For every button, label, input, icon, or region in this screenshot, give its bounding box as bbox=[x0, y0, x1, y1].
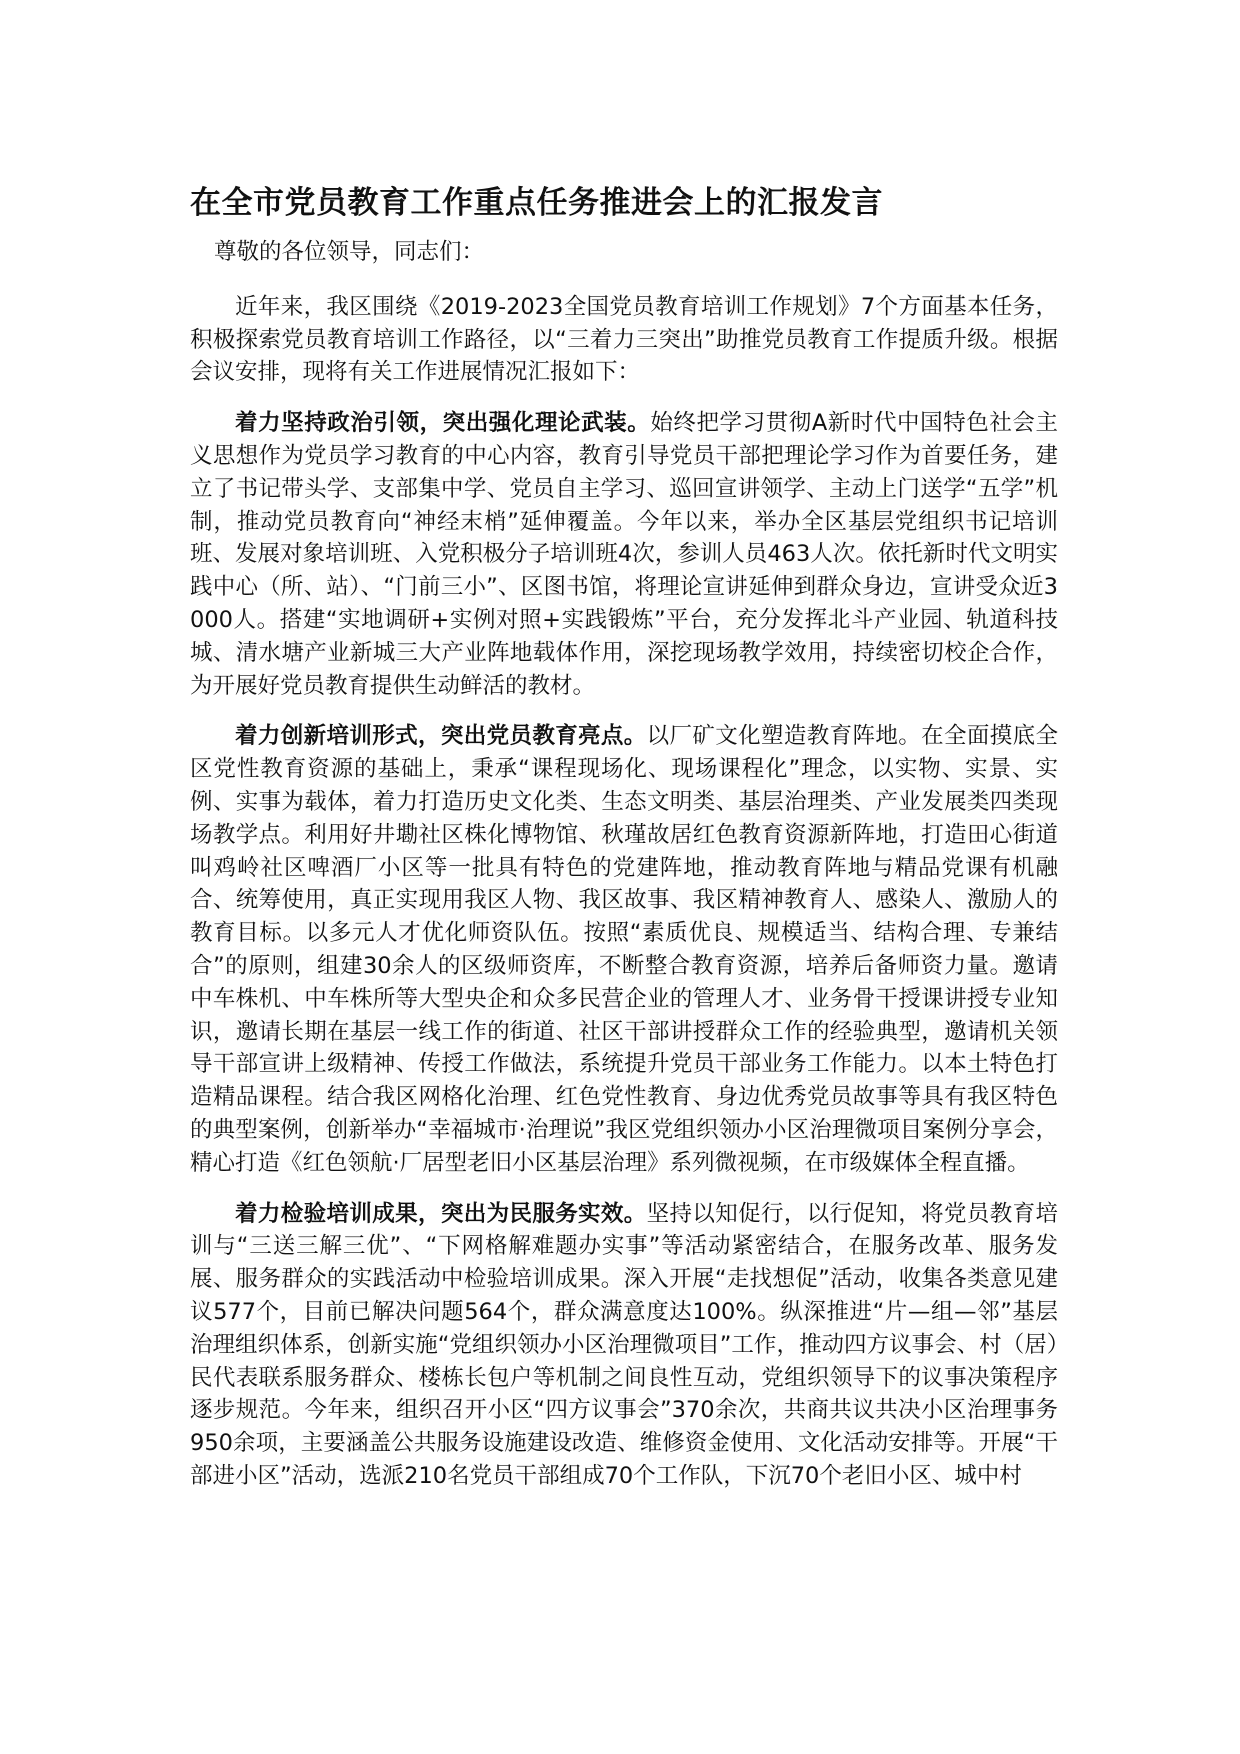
document-title: 在全市党员教育工作重点任务推进会上的汇报发言 bbox=[190, 185, 883, 221]
section-body-2: 以厂矿文化塑造教育阵地。在全面摸底全区党性教育资源的基础上，秉承“课程现场化、现场课程化”理念，以实物、实景、实例、实事为载体，着力打造历史文化类、生态文明类、基层治理类、产业发展类四类现场教学点。利用好井墈社区株化博物馆、秋瑾故居红色教育资源新阵地，打造田心街道叫鸡岭社区啤酒厂小区等一批具有特色的党建阵地，推动教育阵地与精品党课有机融合、统筹使用，真正实现用我区人物、我区故事、我区精神教育人、感染人、激励人的教育目标。以多元人才优化师资队伍。按照“素质优良、规模适当、结构合理、专兼结合”的原则，组建30余人的区级师资库，不断整合教育资源，培养后备师资力量。邀请中车株机、中车株所等大型央企和众多民营企业的管理人才、业务骨干授课讲授专业知识，邀请长期在基层一线工作的街道、社区干部讲授群众工作的经验典型，邀请机关领导干部宣讲上级精神、传授工作做法，系统提升党员干部业务工作能力。以本土特色打造精品课程。结合我区网格化治理、红色党性教育、身边优秀党员故事等具有我区特色的典型案例，创新举办“幸福城市·治理说”我区党组织领办小区治理微项目案例分享会，精心打造《红色领航·厂居型老旧小区基层治理》系列微视频，在市级媒体全程直播。 bbox=[190, 723, 1058, 1176]
section-paragraph-1 bbox=[190, 407, 1058, 702]
section-heading-3: 着力检验培训成果，突出为民服务实效。 bbox=[235, 1200, 647, 1227]
section-body-1: 始终把学习贯彻A新时代中国特色社会主义思想作为党员学习教育的中心内容，教育引导党员干部把理论学习作为首要任务，建立了书记带头学、支部集中学、党员自主学习、巡回宣讲领学、主动上门送学“五学”机制，推动党员教育向“神经末梢”延伸覆盖。今年以来，举办全区基层党组织书记培训班、发展对象培训班、入党积极分子培训班4次，参训人员463人次。依托新时代文明实践中心（所、站）、“门前三小”、区图书馆，将理论宣讲延伸到群众身边，宣讲受众近3000人。搭建“实地调研+实例对照+实践锻炼”平台，充分发挥北斗产业园、轨道科技城、清水塘产业新城三大产业阵地载体作用，深挖现场教学效用，持续密切校企合作，为开展好党员教育提供生动鲜活的教材。 bbox=[190, 410, 1058, 699]
intro-paragraph: 近年来，我区围绕《2019-2023全国党员教育培训工作规划》7个方面基本任务，积极探索党员教育培训工作路径，以“三着力三突出”助推党员教育工作提质升级。根据会议安排，现将有关工作进展情况汇报如下： bbox=[190, 293, 1058, 386]
salutation: 尊敬的各位领导，同志们： bbox=[214, 239, 485, 265]
section-heading-1: 着力坚持政治引领，突出强化理论武装。 bbox=[235, 410, 651, 437]
section-paragraph-2 bbox=[190, 720, 1058, 1179]
document-page bbox=[190, 178, 1058, 1511]
section-heading-2: 着力创新培训形式，突出党员教育亮点。 bbox=[235, 723, 647, 750]
section-body-3: 坚持以知促行，以行促知，将党员教育培训与“三送三解三优”、“下网格解难题办实事”等活动紧密结合，在服务改革、服务发展、服务群众的实践活动中检验培训成果。深入开展“走找想促”活动，收集各类意见建议577个，目前已解决问题564个，群众满意度达100%。纵深推进“片—组—邻”基层治理组织体系，创新实施“党组织领办小区治理微项目”工作，推动四方议事会、村（居）民代表联系服务群众、楼栋长包户等机制之间良性互动，党组织领导下的议事决策程序逐步规范。今年来，组织召开小区“四方议事会”370余次，共商共议共决小区治理事务950余项，主要涵盖公共服务设施建设改造、维修资金使用、文化活动安排等。开展“干部进小区”活动，选派210名党员干部组成70个工作队，下沉70个老旧小区、城中村 bbox=[190, 1200, 1058, 1489]
section-paragraph-3 bbox=[190, 1198, 1058, 1493]
